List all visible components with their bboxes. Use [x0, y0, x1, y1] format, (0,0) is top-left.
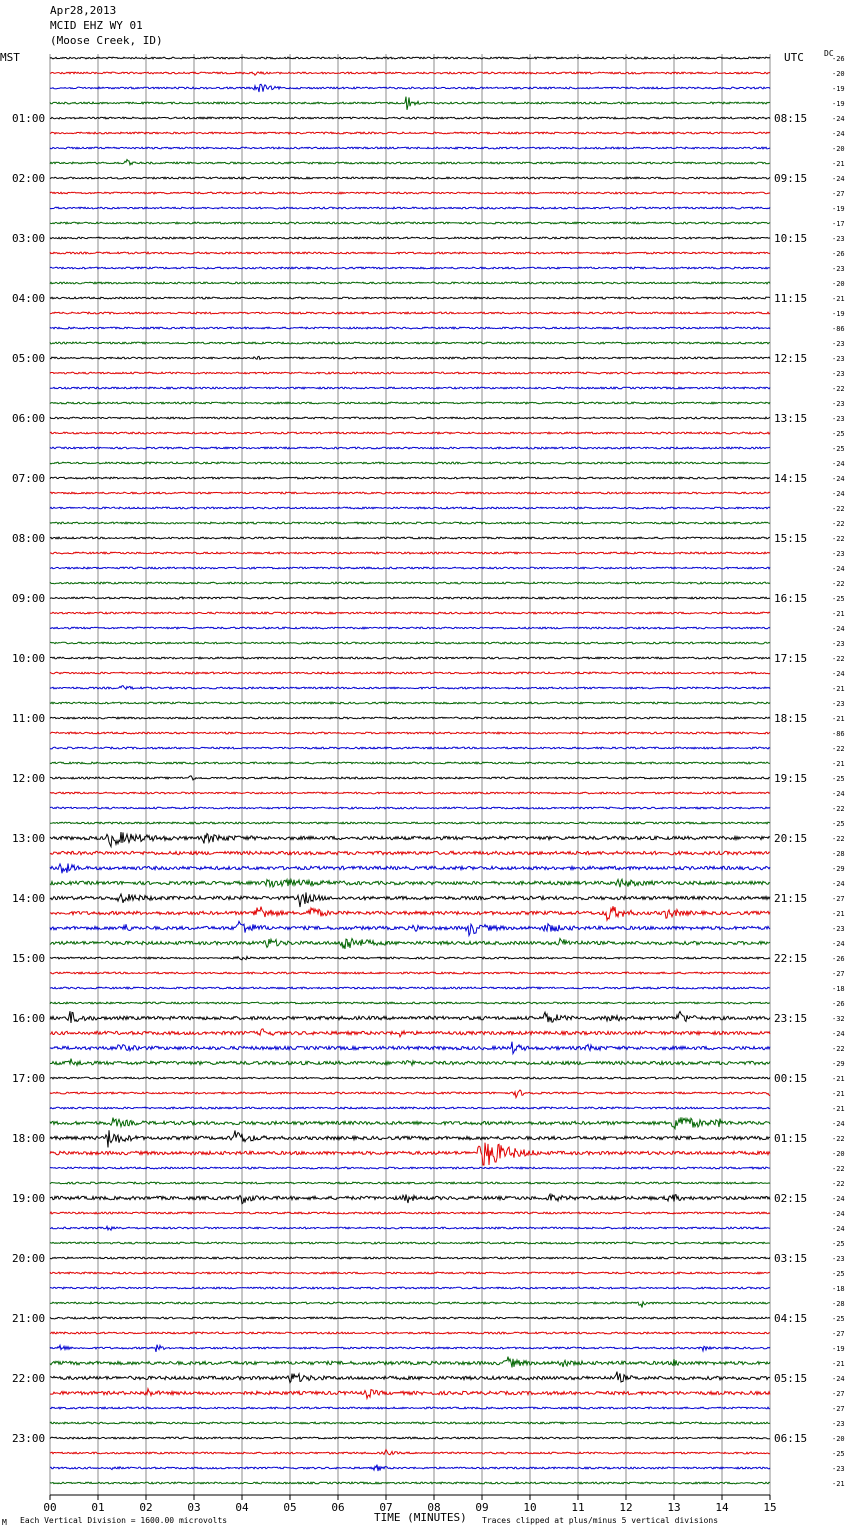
seismic-trace	[50, 762, 770, 764]
left-hour-label: 01:00	[12, 112, 46, 125]
x-tick-label: 13	[667, 1501, 681, 1514]
dc-offset-label: -21	[832, 1090, 845, 1098]
seismic-trace	[50, 312, 770, 314]
seismic-trace	[50, 672, 770, 674]
seismic-trace	[50, 1011, 770, 1023]
seismic-trace	[50, 642, 770, 644]
dc-offset-label: -29	[832, 1060, 845, 1068]
dc-offset-label: -24	[832, 1375, 845, 1383]
seismic-trace	[50, 832, 770, 847]
left-timezone-label: MST	[0, 51, 20, 64]
seismic-trace	[50, 657, 770, 659]
seismic-trace	[50, 822, 770, 824]
seismic-trace	[50, 342, 770, 344]
dc-offset-label: -86	[832, 730, 845, 738]
dc-offset-label: -24	[832, 880, 845, 888]
dc-offset-label: -25	[832, 1315, 845, 1323]
seismic-trace	[50, 1167, 770, 1169]
dc-offset-label: -22	[832, 1135, 845, 1143]
dc-offset-label: -27	[832, 1390, 845, 1398]
seismic-trace	[50, 192, 770, 194]
dc-offset-label: -23	[832, 370, 845, 378]
right-hour-label: 09:15	[774, 172, 808, 185]
dc-offset-label: -28	[832, 1300, 845, 1308]
seismic-trace	[50, 177, 770, 179]
right-hour-label: 13:15	[774, 412, 808, 425]
x-tick-label: 15	[763, 1501, 777, 1514]
seismic-trace	[50, 267, 770, 269]
dc-offset-label: -23	[832, 235, 845, 243]
dc-offset-label: -22	[832, 505, 845, 513]
dc-offset-label: -23	[832, 415, 845, 423]
seismic-trace	[50, 1029, 770, 1037]
left-hour-label: 17:00	[12, 1072, 46, 1085]
left-hour-label: 22:00	[12, 1372, 46, 1385]
dc-offset-label: -22	[832, 1165, 845, 1173]
seismic-trace	[50, 567, 770, 569]
seismic-trace	[50, 492, 770, 494]
dc-offset-label: -22	[832, 520, 845, 528]
dc-offset-label: -25	[832, 595, 845, 603]
right-hour-label: 06:15	[774, 1432, 808, 1445]
seismic-trace	[50, 1389, 770, 1399]
dc-offset-label: -25	[832, 430, 845, 438]
seismic-trace	[50, 1422, 770, 1424]
right-hour-label: 22:15	[774, 952, 808, 965]
seismic-trace	[50, 97, 770, 110]
seismic-trace	[50, 387, 770, 389]
seismic-trace	[50, 1407, 770, 1409]
dc-offset-label: -22	[832, 535, 845, 543]
left-hour-label: 14:00	[12, 892, 46, 905]
x-tick-label: 03	[187, 1501, 201, 1514]
dc-offset-label: -22	[832, 1180, 845, 1188]
dc-offset-label: -25	[832, 445, 845, 453]
dc-offset-label: -29	[832, 865, 845, 873]
dc-offset-label: -19	[832, 100, 845, 108]
seismic-trace	[50, 1272, 770, 1274]
header-location: (Moose Creek, ID)	[50, 34, 163, 47]
seismic-trace	[50, 507, 770, 509]
seismic-trace	[50, 1002, 770, 1004]
left-hour-label: 08:00	[12, 532, 46, 545]
seismic-trace	[50, 160, 770, 165]
right-hour-label: 12:15	[774, 352, 808, 365]
seismic-trace	[50, 732, 770, 734]
seismic-trace	[50, 1257, 770, 1259]
seismic-trace	[50, 552, 770, 554]
seismic-trace	[50, 1345, 770, 1352]
left-hour-label: 04:00	[12, 292, 46, 305]
seismic-trace	[50, 1332, 770, 1334]
left-hour-label: 11:00	[12, 712, 46, 725]
clip-note: Traces clipped at plus/minus 5 vertical divisions	[482, 1516, 719, 1525]
dc-offset-label: -23	[832, 1420, 845, 1428]
dc-offset-label: -25	[832, 1450, 845, 1458]
dc-offset-label: -26	[832, 55, 845, 63]
seismic-trace	[50, 1317, 770, 1319]
dc-offset-label: -20	[832, 280, 845, 288]
dc-offset-label: -23	[832, 1465, 845, 1473]
dc-offset-label: -23	[832, 640, 845, 648]
seismic-trace	[50, 462, 770, 464]
seismic-trace	[50, 1042, 770, 1054]
seismic-trace	[50, 627, 770, 629]
dc-offset-label: -19	[832, 85, 845, 93]
seismic-trace	[50, 851, 770, 854]
seismic-trace	[50, 327, 770, 329]
dc-offset-label: -23	[832, 700, 845, 708]
dc-offset-label: -21	[832, 295, 845, 303]
seismic-trace	[50, 879, 770, 887]
seismic-trace	[50, 1287, 770, 1289]
dc-offset-label: -24	[832, 1120, 845, 1128]
dc-offset-label: -27	[832, 1405, 845, 1413]
seismic-trace	[50, 1242, 770, 1244]
scale-note: Each Vertical Division = 1600.00 microvolts	[20, 1516, 228, 1525]
seismic-trace	[50, 972, 770, 974]
right-timezone-label: UTC	[784, 51, 804, 64]
x-tick-label: 05	[283, 1501, 297, 1514]
dc-offset-label: -21	[832, 910, 845, 918]
seismic-trace	[50, 84, 770, 92]
dc-offset-label: -23	[832, 355, 845, 363]
seismic-trace	[50, 237, 770, 239]
x-tick-label: 09	[475, 1501, 489, 1514]
dc-offset-label: -24	[832, 670, 845, 678]
left-hour-label: 13:00	[12, 832, 46, 845]
seismic-trace	[50, 1090, 770, 1098]
left-hour-label: 19:00	[12, 1192, 46, 1205]
dc-offset-label: -26	[832, 955, 845, 963]
seismic-trace	[50, 1212, 770, 1214]
left-hour-label: 06:00	[12, 412, 46, 425]
right-hour-label: 20:15	[774, 832, 808, 845]
dc-offset-label: -27	[832, 895, 845, 903]
seismic-trace	[50, 57, 770, 59]
x-tick-label: 11	[571, 1501, 585, 1514]
dc-offset-label: -24	[832, 1195, 845, 1203]
right-hour-label: 02:15	[774, 1192, 808, 1205]
dc-offset-label: -20	[832, 1150, 845, 1158]
seismic-trace	[50, 747, 770, 749]
left-hour-label: 23:00	[12, 1432, 46, 1445]
dc-offset-label: -23	[832, 400, 845, 408]
left-hour-label: 16:00	[12, 1012, 46, 1025]
seismic-trace	[50, 939, 770, 950]
dc-offset-label: -27	[832, 1330, 845, 1338]
dc-offset-label: -21	[832, 1105, 845, 1113]
footer-mark: M	[2, 1518, 7, 1527]
right-hour-label: 05:15	[774, 1372, 808, 1385]
dc-offset-label: -27	[832, 970, 845, 978]
left-hour-label: 21:00	[12, 1312, 46, 1325]
dc-offset-label: -17	[832, 220, 845, 228]
dc-offset-label: -27	[832, 190, 845, 198]
dc-offset-label: -20	[832, 70, 845, 78]
seismic-trace	[50, 372, 770, 374]
seismic-trace	[50, 147, 770, 149]
seismic-trace	[50, 222, 770, 224]
seismic-trace	[50, 1372, 770, 1383]
dc-offset-label: -24	[832, 625, 845, 633]
seismic-trace	[50, 132, 770, 134]
dc-offset-label: -24	[832, 475, 845, 483]
seismic-trace	[50, 1302, 770, 1308]
seismic-trace	[50, 717, 770, 719]
left-hour-label: 02:00	[12, 172, 46, 185]
x-tick-label: 01	[91, 1501, 105, 1514]
seismic-trace	[50, 1194, 770, 1203]
dc-offset-label: -22	[832, 580, 845, 588]
right-hour-label: 10:15	[774, 232, 808, 245]
dc-offset-label: -24	[832, 1030, 845, 1038]
seismic-trace	[50, 1143, 770, 1165]
right-hour-label: 15:15	[774, 532, 808, 545]
seismic-trace	[50, 282, 770, 284]
right-hour-label: 01:15	[774, 1132, 808, 1145]
seismic-trace	[50, 1077, 770, 1079]
dc-offset-label: -21	[832, 1075, 845, 1083]
right-hour-label: 04:15	[774, 1312, 808, 1325]
dc-offset-label: -18	[832, 985, 845, 993]
right-hour-label: 23:15	[774, 1012, 808, 1025]
seismic-trace	[50, 987, 770, 989]
seismic-trace	[50, 906, 770, 920]
dc-header-label: DC	[824, 49, 834, 58]
seismic-trace	[50, 1130, 770, 1147]
seismic-trace	[50, 477, 770, 479]
dc-offset-label: -24	[832, 1210, 845, 1218]
x-tick-label: 14	[715, 1501, 729, 1514]
seismic-trace	[50, 582, 770, 584]
seismic-trace	[50, 957, 770, 960]
seismic-trace	[50, 807, 770, 809]
dc-offset-label: -22	[832, 745, 845, 753]
x-tick-label: 06	[331, 1501, 345, 1514]
dc-offset-label: -21	[832, 760, 845, 768]
dc-offset-label: -24	[832, 130, 845, 138]
seismic-trace	[50, 921, 770, 935]
seismic-trace	[50, 1059, 770, 1066]
seismic-trace	[50, 117, 770, 119]
seismic-trace	[50, 537, 770, 539]
seismic-trace	[50, 1465, 770, 1471]
right-hour-label: 19:15	[774, 772, 808, 785]
right-hour-label: 17:15	[774, 652, 808, 665]
dc-offset-label: -22	[832, 835, 845, 843]
dc-offset-label: -21	[832, 610, 845, 618]
left-hour-label: 12:00	[12, 772, 46, 785]
dc-offset-label: -25	[832, 775, 845, 783]
dc-offset-label: -19	[832, 205, 845, 213]
seismic-trace	[50, 207, 770, 209]
dc-offset-label: -18	[832, 1285, 845, 1293]
left-hour-label: 09:00	[12, 592, 46, 605]
dc-offset-label: -19	[832, 310, 845, 318]
x-tick-label: 10	[523, 1501, 537, 1514]
seismic-trace	[50, 1182, 770, 1184]
dc-offset-label: -21	[832, 1360, 845, 1368]
dc-offset-label: -21	[832, 160, 845, 168]
seismic-trace	[50, 1482, 770, 1484]
dc-offset-label: -24	[832, 940, 845, 948]
seismic-trace	[50, 1117, 770, 1128]
dc-offset-label: -32	[832, 1015, 845, 1023]
dc-offset-label: -24	[832, 175, 845, 183]
dc-offset-label: -24	[832, 115, 845, 123]
dc-offset-label: -21	[832, 685, 845, 693]
right-hour-label: 14:15	[774, 472, 808, 485]
left-hour-label: 20:00	[12, 1252, 46, 1265]
seismic-trace	[50, 252, 770, 254]
left-hour-label: 15:00	[12, 952, 46, 965]
dc-offset-label: -23	[832, 550, 845, 558]
x-tick-label: 04	[235, 1501, 249, 1514]
dc-offset-label: -23	[832, 1255, 845, 1263]
seismic-trace	[50, 686, 770, 690]
seismic-trace	[50, 792, 770, 794]
seismic-trace	[50, 417, 770, 419]
seismic-trace	[50, 612, 770, 614]
x-tick-label: 00	[43, 1501, 57, 1514]
seismic-trace	[50, 1437, 770, 1439]
left-hour-label: 03:00	[12, 232, 46, 245]
dc-offset-label: -24	[832, 1225, 845, 1233]
dc-offset-label: -19	[832, 1345, 845, 1353]
header-date: Apr28,2013	[50, 4, 117, 17]
dc-offset-label: -20	[832, 145, 845, 153]
seismic-trace	[50, 297, 770, 299]
dc-offset-label: -21	[832, 715, 845, 723]
seismic-trace	[50, 1450, 770, 1455]
seismic-trace	[50, 1357, 770, 1368]
seismic-trace	[50, 702, 770, 704]
left-hour-label: 18:00	[12, 1132, 46, 1145]
seismic-trace	[50, 402, 770, 404]
right-hour-label: 16:15	[774, 592, 808, 605]
right-hour-label: 08:15	[774, 112, 808, 125]
dc-offset-label: -25	[832, 820, 845, 828]
dc-offset-label: -23	[832, 340, 845, 348]
dc-offset-label: -28	[832, 850, 845, 858]
right-hour-label: 11:15	[774, 292, 808, 305]
dc-offset-label: -24	[832, 490, 845, 498]
x-axis-title: TIME (MINUTES)	[374, 1511, 467, 1524]
left-hour-label: 10:00	[12, 652, 46, 665]
dc-offset-label: -21	[832, 1480, 845, 1488]
header-station: MCID EHZ WY 01	[50, 19, 143, 32]
seismic-trace	[50, 1226, 770, 1230]
dc-offset-label: -86	[832, 325, 845, 333]
x-tick-label: 12	[619, 1501, 633, 1514]
seismic-trace	[50, 892, 770, 907]
left-hour-label: 05:00	[12, 352, 46, 365]
seismic-trace	[50, 776, 770, 780]
dc-offset-label: -23	[832, 925, 845, 933]
dc-offset-label: -20	[832, 1435, 845, 1443]
dc-offset-label: -26	[832, 1000, 845, 1008]
dc-offset-label: -26	[832, 250, 845, 258]
left-hour-label: 07:00	[12, 472, 46, 485]
dc-offset-label: -25	[832, 1270, 845, 1278]
x-tick-label: 02	[139, 1501, 153, 1514]
right-hour-label: 21:15	[774, 892, 808, 905]
seismic-trace	[50, 1107, 770, 1109]
dc-offset-label: -22	[832, 1045, 845, 1053]
right-hour-label: 00:15	[774, 1072, 808, 1085]
right-hour-label: 18:15	[774, 712, 808, 725]
dc-offset-label: -23	[832, 265, 845, 273]
seismic-trace	[50, 432, 770, 434]
seismic-trace	[50, 522, 770, 524]
seismic-trace	[50, 597, 770, 599]
dc-offset-label: -22	[832, 385, 845, 393]
dc-offset-label: -24	[832, 460, 845, 468]
dc-offset-label: -24	[832, 565, 845, 573]
seismic-trace	[50, 447, 770, 449]
seismic-trace	[50, 864, 770, 874]
x-tick-label: 08	[427, 1501, 441, 1514]
dc-offset-label: -24	[832, 790, 845, 798]
right-hour-label: 03:15	[774, 1252, 808, 1265]
seismic-trace	[50, 356, 770, 359]
x-tick-label: 07	[379, 1501, 393, 1514]
dc-offset-label: -22	[832, 805, 845, 813]
dc-offset-label: -22	[832, 655, 845, 663]
seismic-trace	[50, 72, 770, 75]
dc-offset-label: -25	[832, 1240, 845, 1248]
